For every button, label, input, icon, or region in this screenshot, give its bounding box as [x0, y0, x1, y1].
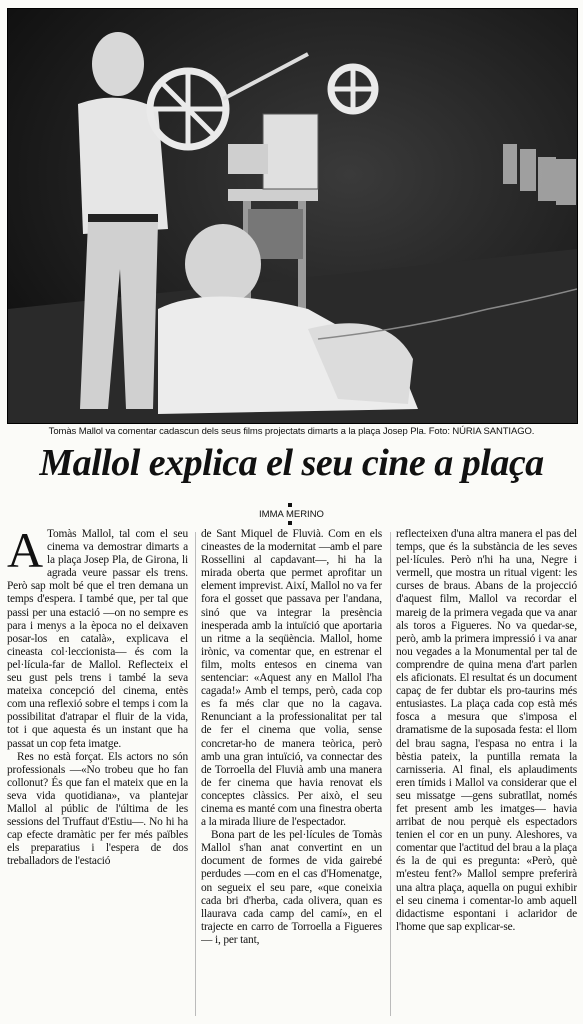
byline-ornament-top — [288, 503, 292, 507]
paragraph: reflecteixen d'una altra manera el pas del temps, que és la substància de les seves pel·lícules. Però n'hi ha una, Negre i vermell, que mostra un ritual vigent: les curses de braus. Abans de la projecció d'aquest film, Mallol va recordar el mareig de la primera vegada que va anar als toros a Figueres. No va quedar-se, però, amb la primera impressió i va anar nou vegades a la Monumental per tal de comprendre de quina mena d'art parlen els aficionats. El resultat és un document capaç de fer dubtar els pro-taurins més entusiastes. La plaça cada cop està més fosca a mesura que s'imposa el dramatisme de la suposada festa: el llom del brau sagna, l'espasa no entra i la bèstia pateix, la puntilla remata la carnisseria. Al final, els aplaudiments eren tímids i Mallol va considerar que el seu missatge —gens subratllat, només fet present amb les imatges— havia arribat de nou perquè els espectadors tenien el cor en un puny. Aleshores, va comentar que l'actitud del brau a la plaça és la de qui es pregunta: «Però, què m'esteu fent?» Mallol sempre preferirà una altra plaça, aquella on pugui exhibir el seu cinema i comentar-lo amb aquell didactisme espontani i aclaridor de l'home que sap explicar-se. — [396, 528, 577, 933]
photo — [7, 8, 578, 424]
byline-ornament-bottom — [288, 521, 292, 525]
paragraph: Bona part de les pel·lícules de Tomàs Mallol s'han anat convertint en un document de formes de vida gairebé perdudes —com en el cas d'Homenatge, on segueix el seu pare, «que coneixia cada bri d'herba, cada olivera, quan es llaurava cada camp del camí», en el trajecte en carro de Torroella a Figueres— i, per tant, — [201, 829, 382, 946]
article-column-2 — [201, 528, 382, 1018]
paragraph: de Sant Miquel de Fluvià. Com en els cineastes de la modernitat —amb el pare Rossellini al capdavant—, hi ha la mirada oberta que permet aprofitar un element imprevist. Així, Mallol no va fer fora el gosset que passava per l'andana, sinó que va integrar la presència inesperada amb la intuïció que aportaria un ritme a la seqüència. Mallol, home irònic, va comentar que, en estrenar el film, molts entesos en cinema van sentenciar: «Aquest any en Mallol l'ha cagada!» Amb el temps, però, cada cop es fa més clar que no la cagava. Renunciant a la professionalitat per tal de fer el cinema que volia, sense concretar-ho de manera teòrica, però amb una gran intuïció, va connectar des de Torroella del Fluvià amb una manera de fer cinema que havia renovat els conceptes clàssics. Per això, el seu cinema es manté com una finestra oberta a la mirada lliure de l'espectador. — [201, 528, 382, 829]
column-rule — [390, 532, 391, 1016]
byline: IMMA MERINO — [259, 509, 324, 520]
projector-scene-image — [8, 9, 577, 423]
paragraph — [7, 528, 188, 751]
paragraph: Res no està forçat. Els actors no són professionals —«No trobeu que ho fan collonut? És que fan el mateix que en la seva vida quotidiana», va plantejar Mallol al públic de l'última de les sessions del Truffaut d'Estiu—. No hi ha cap efecte dramàtic per fer més païbles els preparatius i l'espera de dos treballadors de l'estació — [7, 750, 188, 868]
drop-cap: A — [7, 528, 43, 578]
article-column-3 — [396, 528, 577, 1018]
paragraph-text: Tomàs Mallol, tal com el seu cinema va demostrar dimarts a la plaça Josep Pla, de Girona, li agrada veure passar els trens. Però sap molt bé que el tren demana un temps d'espera. I també que, per tal que passi per una estació —on no sempre es para i menys a la època no el deixaven posar-los en català», explicava el cineasta col·leccionista— és com la pel·lícula-far de Mallol. Reflecteix el seu gust pels trens i també la seva mateixa concepció del cinema, entès com una reflexió sobre el temps i com la possibilitat d'atrapar el fluir de la vida, tot i que aquesta és un instant que ha passat un cop feta imatge. — [7, 528, 188, 750]
headline: Mallol explica el seu cine a plaça — [39, 442, 544, 484]
column-rule — [195, 532, 196, 1016]
article-column-1 — [7, 528, 188, 1018]
photo-caption: Tomàs Mallol va comentar cadascun dels seus films projectats dimarts a la plaça Josep Pla. Foto: NÚRIA SANTIAGO. — [48, 426, 535, 437]
